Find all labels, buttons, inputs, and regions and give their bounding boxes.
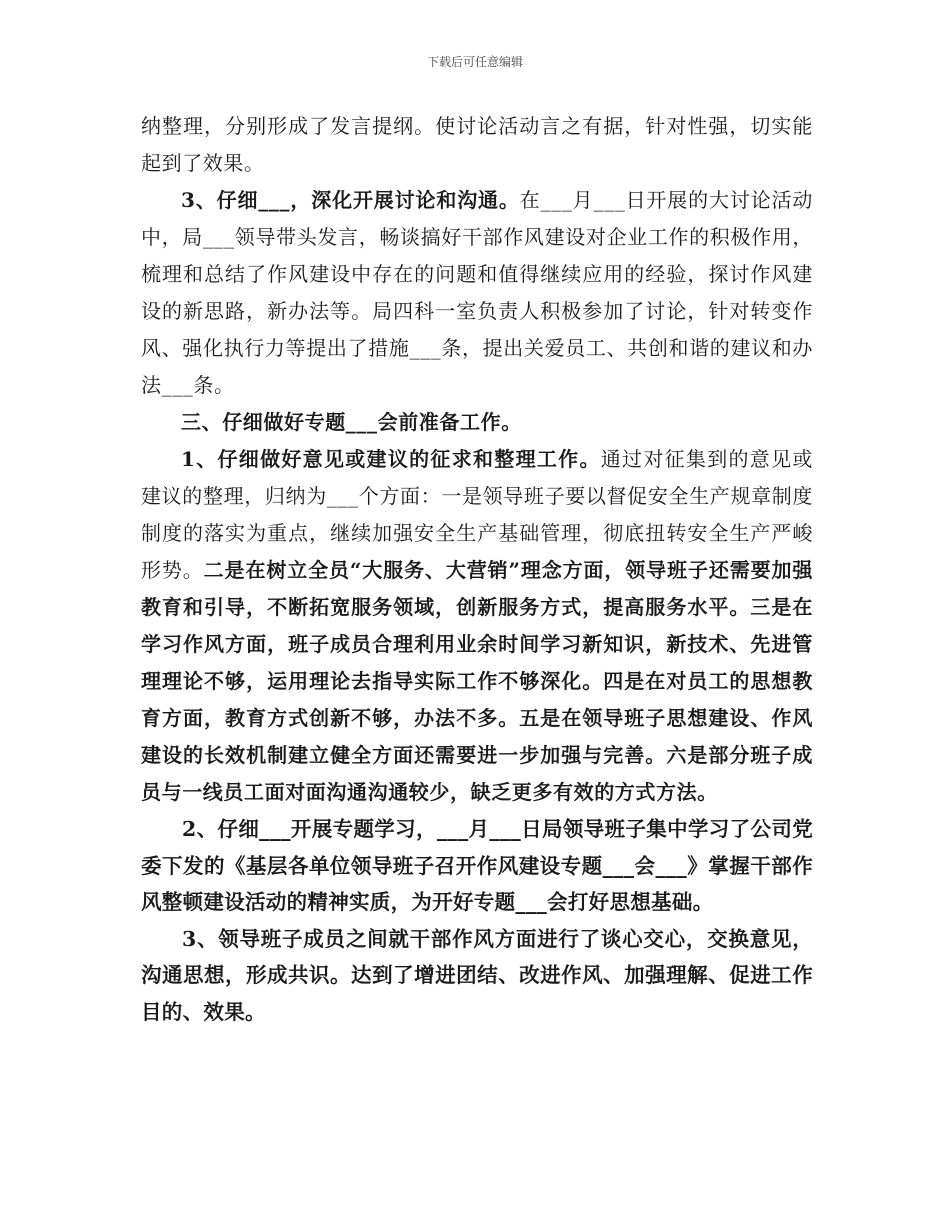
paragraph-text: 通过对征集到的意见或建议的整理，归纳为___个方面：一是领导班子要以督促安全生产规章制度制度的落实为重点，继续加强安全生产基础管理，彻底扭转安全生产严峻形势。 bbox=[141, 447, 813, 582]
document-body bbox=[141, 108, 813, 1030]
paragraph-bold-text: 二是在树立全员“大服务、大营销”理念方面，领导班子还需要加强教育和引导，不断拓宽服务领域，创新服务方式，提高服务水平。三是在学习作风方面，班子成员合理利用业余时间学习新知识，新技术、先进管理理论不够，运用理论去指导实际工作不够深化。四是在对员工的思想教育方面，教育方式创新不够，办法不多。五是在领导班子思想建设、作风建设的长效机制建立健全方面还需要进一步加强与完善。六是部分班子成员与一线员工面对面沟通沟通较少，缺乏更多有效的方式方法。 bbox=[141, 558, 813, 804]
paragraph-heading: 1、仔细做好意见或建议的征求和整理工作。 bbox=[181, 447, 601, 471]
paragraph-study: 2、仔细___开展专题学习，___月___日局领导班子集中学习了公司党委下发的《基层各单位领导班子召开作风建设专题___会___》掌握干部作风整顿建设活动的精神实质，为开好专题___会打好思想基础。 bbox=[141, 817, 813, 914]
section-heading: 三、仔细做好专题___会前准备工作。 bbox=[181, 410, 522, 434]
paragraph-opinions bbox=[141, 441, 813, 811]
paragraph-discussion bbox=[141, 182, 813, 404]
paragraph-text: 在___月___日开展的大讨论活动中，局___领导带头发言，畅谈搞好干部作风建设对企业工作的积极作用，梳理和总结了作风建设中存在的问题和值得继续应用的经验，探讨作风建设的新思路，新办法等。局四科一室负责人积极参加了讨论，针对转变作风、强化执行力等提出了措施___条，提出关爱员工、共创和谐的建议和办法___条。 bbox=[141, 188, 813, 397]
paragraph-heading: 3、仔细___，深化开展讨论和沟通。 bbox=[181, 188, 520, 212]
paragraph-continuation: 纳整理，分别形成了发言提纲。使讨论活动言之有据，针对性强，切实能起到了效果。 bbox=[141, 114, 813, 175]
paragraph-heart-talk: 3、领导班子成员之间就干部作风方面进行了谈心交心，交换意见，沟通思想，形成共识。达到了增进团结、改进作风、加强理解、促进工作目的、效果。 bbox=[141, 926, 813, 1024]
page-header: 下载后可任意编辑 bbox=[426, 55, 523, 69]
